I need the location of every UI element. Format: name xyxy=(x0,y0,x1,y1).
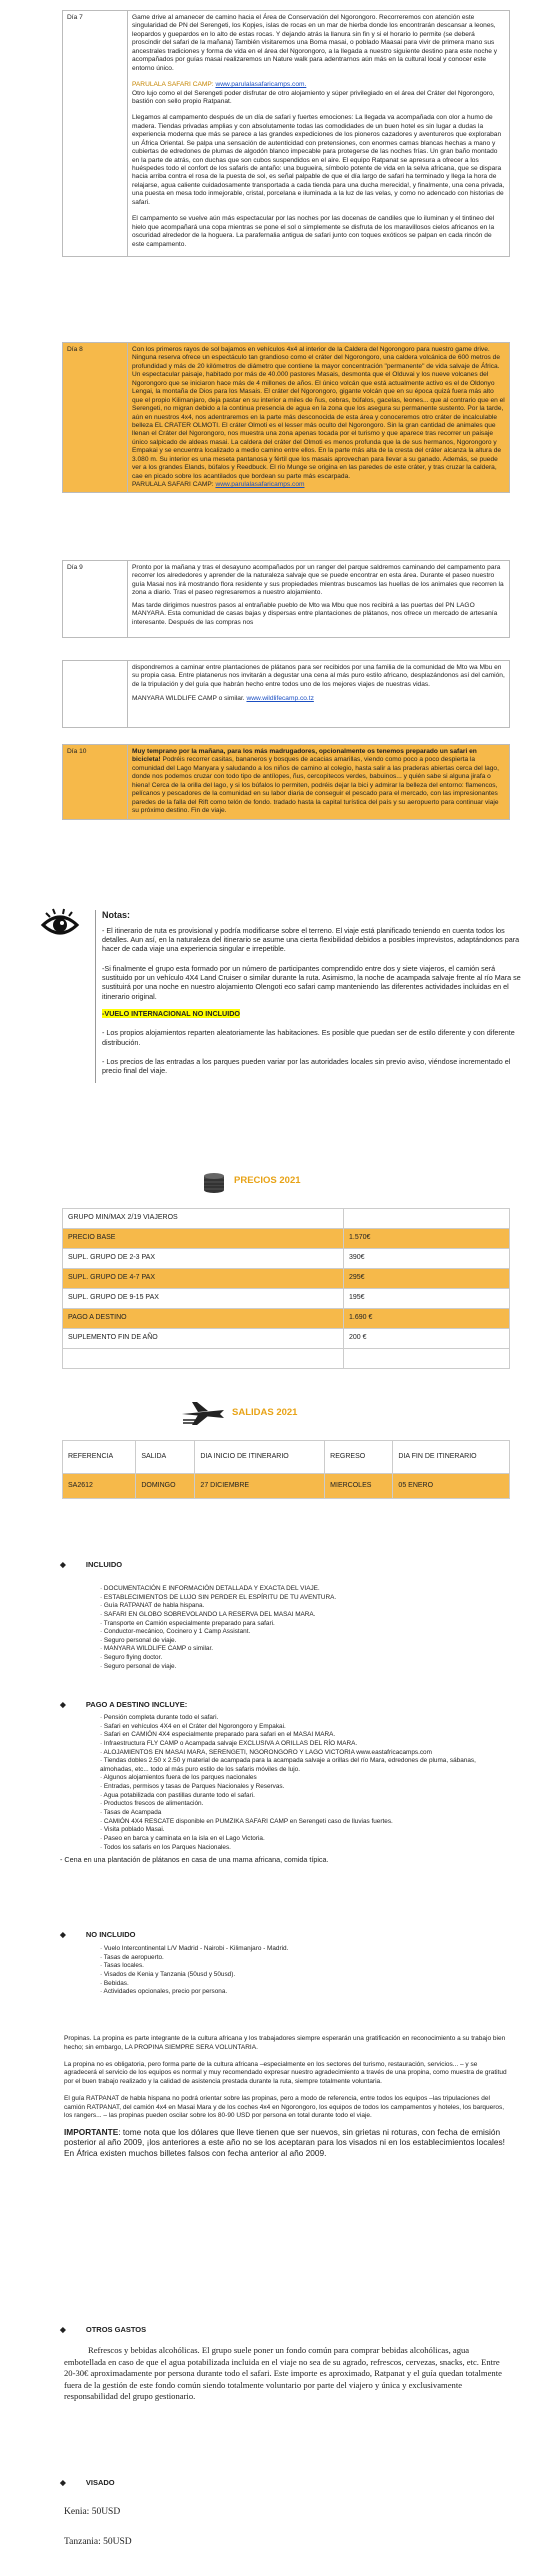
tips-paragraph: El guía RATPANAT de habla hispana no podrá orientar sobre las propinas, pero a modo de referencia, entre todos los equipos –las tripulaciones del camión RATPANAT, del camión 4x4 en Masai Mara y de los coches 4x4 en Ngorongoro, los equipos de todos los campamentos y hoteles, los barqueros, los rangers... – las propinas pueden oscilar sobre los 80-90 USD por persona en total durante todo el viaje. xyxy=(64,2094,505,2120)
list-item: · Seguro flying doctor. xyxy=(100,1654,163,1662)
not-included-list xyxy=(100,1945,510,1997)
list-item: · Entradas, permisos y tasas de Parques Nacionales y Reservas. xyxy=(100,1783,285,1791)
price-value: 200 € xyxy=(344,1329,510,1349)
prices-heading xyxy=(200,1168,301,1194)
list-item: · CAMIÓN 4X4 RESCATE disponible en PUMZIKA SAFARI CAMP en Serengeti caso de lluvias fuertes. xyxy=(100,1817,393,1825)
table-cell: SA2612 xyxy=(63,1474,136,1499)
day-description xyxy=(128,661,510,728)
paragraph: El campamento se vuelve aún más espectacular por las noches por las docenas de candiles que lo iluminan y el tintineo del hielo que acompañará una copa mientras se pone el sol o simplemente se disfruta de los maravillosos cielos africanos en la oscuridad alrededor de la hoguera. La parafernalia antigua de safari junto con toques exóticos se palpan en cada rincón de este campamento. xyxy=(132,215,495,248)
prices-title: PRECIOS 2021 xyxy=(234,1174,301,1186)
day-label: Día 9 xyxy=(63,561,128,638)
note-item: - El itinerario de ruta es provisional y podría modificarse sobre el terreno. El viaje está planificado teniendo en cuenta todos los detalles. Aun así, en la naturaleza del itinerario se asume una cierta flexibilidad debidos a posibles imprevistos, adaptándonos para hacer de cada viaje una experiencia singular e irrepetible. xyxy=(102,925,520,954)
bike-safari-lead: Muy temprano por la mañana, para los más madrugadores, opcionalmente os tenemos preparado un safari en bicicleta! xyxy=(132,748,477,764)
list-item: · Agua potabilizada con pastillas durante todo el safari. xyxy=(100,1791,255,1799)
camp-name: MANYARA WILDLIFE CAMP o similar. xyxy=(132,695,245,703)
day-label: Día 10 xyxy=(63,745,128,820)
price-row xyxy=(63,1229,510,1249)
important-label: IMPORTANTE xyxy=(64,2127,119,2138)
camp-link[interactable]: www.parulalasafaricamps.com xyxy=(215,481,305,488)
price-row xyxy=(63,1289,510,1309)
list-item: · Paseo en barca y caminata en la isla en el Lago Victoria. xyxy=(100,1834,265,1842)
tips-paragraph: Propinas. La propina es parte integrante de la cultura africana y los trabajadores siempre esperarán una gratificación en reconocimiento a su trabajo bien hecho; sin embargo, LA PROPINA SIEMPRE SERA VOLUNTARIA. xyxy=(64,2035,506,2051)
price-value: 1.570€ xyxy=(344,1229,510,1249)
price-row xyxy=(63,1349,510,1369)
notes-section xyxy=(95,910,522,1083)
day-label: Día 7 xyxy=(63,11,128,257)
coins-icon xyxy=(200,1168,228,1194)
list-item: · Algunos alojamientos fuera de los parques nacionales xyxy=(100,1774,257,1782)
price-value xyxy=(344,1209,510,1229)
paragraph: Game drive al amanecer de camino hacia el Área de Conservación del Ngorongoro. Recorreremos con atención este singularidad de PN del Serengeti, los Kopjes, islas de rocas en un mar de hierba donde los encontrarán descansar a leones, leopardos y guepardos en lo alto de estas rocas. Y dejando atrás la llanura sin fin y si el horario lo permite (se deberá proscindir del safari de la mañana) También visitaremos una Boma masai, o poblado Maasai para vivir de primera mano sus ancestrales tradiciones y forma de vida en el área del Ngorongoro, a la llegada a nuestro siguiente destino para este noche y acompañados por guías masai realizaremos un Nature walk para adentrarnos aún más en la cultural local y conocer este entorno único. xyxy=(132,14,498,72)
price-label: GRUPO MIN/MAX 2/19 VIAJEROS xyxy=(63,1209,344,1229)
column-header: DIA INICIO DE ITINERARIO xyxy=(195,1441,325,1474)
price-row xyxy=(63,1269,510,1289)
list-item: · Guía RATPANAT de habla hispana. xyxy=(100,1602,205,1610)
paragraph: Otro lujo como el del Serengeti poder disfrutar de otro alojamiento y súper privilegiado en el área del Cráter del Ngorongoro, bastión con sello propio Ratpanat. xyxy=(132,89,495,105)
list-item: · Tasas locales. xyxy=(100,1962,144,1970)
list-item: · Vuelo Intercontinental L/V Madrid - Nairobi - Kilimanjaro - Madrid. xyxy=(100,1945,289,1952)
itinerary-day-9-cont xyxy=(62,660,510,728)
price-label xyxy=(63,1349,344,1369)
price-label: SUPL. GRUPO DE 2-3 PAX xyxy=(63,1249,344,1269)
list-item: · Infraestructura FLY CAMP o Acampada salvaje EXCLUSIVA A ORILLAS DEL RÍO MARA. xyxy=(100,1739,358,1747)
list-item: · Tasas de aeropuerto. xyxy=(100,1953,164,1961)
list-item: · DOCUMENTACIÓN E INFORMACIÓN DETALLADA Y EXACTA DEL VIAJE. xyxy=(100,1585,320,1592)
itinerary-day-10 xyxy=(62,744,510,820)
price-value xyxy=(344,1349,510,1369)
paragraph: Mas tarde dirigimos nuestros pasos al entrañable pueblo de Mto wa Mbu que nos recibirá a las puertas del PN LAGO MANYARA. Esta comunidad de casas bajas y dispersas entre plantaciones de plátanos, nos ofrece un mercado de artesanía interesante. Después de las compras nos xyxy=(132,601,498,626)
list-item: · Transporte en Camión especialmente preparado para safari. xyxy=(100,1619,275,1627)
paragraph: Con los primeros rayos de sol bajamos en vehículos 4x4 al interior de la Caldera del Ngorongoro para nuestro game drive. Ninguna reserva ofrece un espectáculo tan grandioso como el cráter del Ngorongoro, una caldera volcánica de 600 metros de profundidad y más de 20 kilómetros de diámetro que contiene la mayor concentración "permanente" de vida salvaje de África. Un espectacular paisaje, habitado por más de 40.000 pastores Masais, desmonta que el Olduvai y los nueve volcanes del Ngorongoro que se iniciaron hace más de 4 millones de años. El único volcán que está actualmente activo es el de Oldonyo Lengai, la montaña de Dios para los Masais. El cráter del Ngorongoro, gigante volcán que en su época quizá fuera más alto que el propio Kilimanjaro, deja pastar en su interior a miles de ñus, cebras, búfalos, gacelas, leones... que al contrario que en el Serengeti, no migran debido a la continua presencia de agua en la zona que los asegura su permanente sustento. Por la tarde, aún en nuestros 4x4, nos adentraremos en la parte más desconocida de esta área y conoceremos otro cráter de incalculable belleza EL CRATER OLMOTI. El cráter Olmoti es el lesser más oculto del Ngorongoro. Sin la gran cantidad de animales que llenan el Cráter del Ngorongoro, nos muestra una zona apenas tocada por el turismo y que aparece tras recorrer un paisaje único salpicado de aldeas masai. La caldera del cráter del Olmoti es menos profunda que la de sus hermanos, Ngorongoro y Empakai y se encuentra localizado a medio camino entre ellos. En la parte más alta de la cresta del cráter alcanza la altura de 3.080 m. Su interior es una meseta pantanosa y fértil que los masais aprovechan para llevar a su ganado. Además, se puede ver a los grandes Elands, búfalos y Reedbuck. El río Munge se origina en las paredes de este cráter, y tras cruzar la caldera, cae en picado sobre los acantilados que bordean su parte más escarpada. xyxy=(132,346,505,480)
table-cell: DOMINGO xyxy=(136,1474,195,1499)
list-item: · Safari en vehículos 4X4 en el Cráter del Ngorongoro y Empakai. xyxy=(100,1722,286,1730)
price-value: 295€ xyxy=(344,1269,510,1289)
important-text: : tome nota que los dólares que lleve tienen que ser nuevos, sin grietas ni roturas, con fecha de emisión posterior al año 2009, ¡los anteriores a este año no se los aceptaran para los visados ni en los establecimientos locales! En África existen muchos billetes falsos con fecha anterior al año 2009. xyxy=(64,2127,505,2158)
table-cell: 27 DICIEMBRE xyxy=(195,1474,325,1499)
camp-name: PARULALA SAFARI CAMP: xyxy=(132,481,214,488)
price-value: 1.690 € xyxy=(344,1309,510,1329)
visa-tanzania: Tanzania: 50USD xyxy=(64,2537,132,2547)
price-label: SUPL. GRUPO DE 9-15 PAX xyxy=(63,1289,344,1309)
day-description xyxy=(128,561,510,638)
departures-title: SALIDAS 2021 xyxy=(232,1406,298,1418)
list-item: · Tiendas dobles 2.50 x 2.50 y material de acampada para la acampada salvaje a orillas del río Mara, edredones de pluma, sábanas, almohadas, etc... todo al más puro estilo de los safaris móviles de lujo. xyxy=(100,1757,476,1773)
day-description xyxy=(128,745,510,820)
list-item: · Conductor-mecánico, Cocinero y 1 Camp Assistant. xyxy=(100,1628,251,1636)
price-label: PAGO A DESTINO xyxy=(63,1309,344,1329)
camp-link[interactable]: www.wildlifecamp.co.tz xyxy=(246,695,314,703)
list-item: · Visados de Kenia y Tanzania (50usd y 50usd). xyxy=(100,1970,236,1978)
table-cell: 05 ENERO xyxy=(393,1474,510,1499)
list-item: · Visita poblado Masai. xyxy=(100,1826,165,1834)
paragraph: dispondremos a caminar entre plantaciones de plátanos para ser recibidos por una familia de la comunidad de Mto wa Mbu en su propia casa. Entre platanerus nos invitarán a degustar una cena al más puro estilo africano, desplazándonos así del camión, de la tripulación y del guía que habrán hecho entre todos uno de los mejores viajes de nuestras vidas. xyxy=(132,664,505,688)
list-item: · ESTABLECIMIENTOS DE LUJO SIN PERDER EL ESPÍRITU DE TU AVENTURA. xyxy=(100,1593,337,1601)
flight-note: -VUELO INTERNACIONAL NO INCLUIDO xyxy=(102,1009,241,1019)
day-description xyxy=(128,11,510,257)
note-item: - Los propios alojamientos reparten aleatoriamente las habitaciones. Es posible que puedan ser de estilo diferente y con diferente distribución. xyxy=(102,1028,515,1047)
table-cell: MIERCOLES xyxy=(325,1474,393,1499)
paragraph: Podréis recorrer casitas, bananeros y bosques de acacias amarillas, viendo como poco a poco despierta la comunidad del Lago Manyara y saludando a los niños de camino al colegio, hasta salir a las praderas abiertas cerca del lago, donde nos podemos cruzar con todo tipo de antílopes, ñus, cercopitecos verdes, babuinos... y quién sabe si alguna jirafa o hiena! Cerca de la orilla del lago, y si los búfalos lo permiten, podréis dejar la bici y admirar la belleza del entorno: flamencos, pelícanos y pescadores de la comunidad en su labor diaria de conseguir el pescado para el mercado, con las impresionantes paredes de la falla del Rift como telón de fondo. tradado hasta la capital turística del país y su aeropuerto para continuar viaje su próximo destino. Fin de viaje. xyxy=(132,756,499,815)
itinerary-day-8 xyxy=(62,342,510,493)
other-costs-text: Refrescos y bebidas alcohólicas. El grupo suele poner un fondo común para comprar bebidas alcohólicas, agua embotellada en caso de que el agua potabilizada incluida en el viaje no sea de su agrado, refrescos, cervezas, snacks, etc. Entre 20-30€ aproximadamente por persona durante todo el safari. Este importe es aproximado, Ratpanat y el guía quedan totalmente fuera de la gestión de este fondo común siendo totalmente voluntario por parte del viajero y única y exclusivamente responsabilidad del grupo gestionario. xyxy=(64,2345,502,2402)
included-heading: ◆ INCLUIDO xyxy=(60,1560,123,1569)
eye-icon xyxy=(40,905,80,945)
paragraph: Pronto por la mañana y tras el desayuno acompañados por un ranger del parque saldremos caminando del campamento para recorrer los alrededores y aprender de la naturaleza salvaje que se puede encontrar en esta área. Durante el paseo nuestro guía Masai nos irá mostrando flora residente y sus propiedades mientras buscamos las huellas de los animales que recorren la zona a diario. Tras el paseo regresaremos a nuestro alojamiento. xyxy=(132,564,504,597)
day-label: Día 8 xyxy=(63,343,128,493)
visa-heading: ◆ VISADO xyxy=(60,2478,115,2487)
list-item: · Seguro personal de viaje. xyxy=(100,1636,177,1644)
tips-paragraph: La propina no es obligatoria, pero forma parte de la cultura africana –especialmente en los sectores del turismo, restauración, servicios... – y se agradecerá el servicio de los equipos es normal y muy recomendado expresar nuestro agradecimiento a través de una propina, como muestra de gratitud por el buen trabajo realizado y la calidad de asistencia prestada durante la ruta, siempre totalmente voluntaria. xyxy=(64,2060,507,2086)
tips-section xyxy=(64,2035,512,2162)
price-row xyxy=(63,1309,510,1329)
list-item: · Todos los safaris en los Parques Nacionales. xyxy=(100,1843,231,1851)
list-item: · Bebidas. xyxy=(100,1979,129,1987)
airplane-icon xyxy=(180,1400,226,1426)
price-value: 195€ xyxy=(344,1289,510,1309)
notes-title: Notas: xyxy=(102,910,131,920)
departures-heading xyxy=(180,1400,297,1426)
price-label: PRECIO BASE xyxy=(63,1229,344,1249)
price-row xyxy=(63,1249,510,1269)
price-label: SUPL. GRUPO DE 4-7 PAX xyxy=(63,1269,344,1289)
column-header: DIA FIN DE ITINERARIO xyxy=(393,1441,510,1474)
camp-link[interactable]: www.parulalasafaricamps.com. xyxy=(215,81,307,89)
note-item: -Si finalmente el grupo esta formado por un número de participantes comprendido entre dos y siete viajeros, el camión será sustituido por un vehículo 4X4 Land Cruiser o similar durante la ruta. Asimismo, la noche de acampada salvaje frente al río Mara se sustituirá por una noche en nuestro alojamiento Olengoti eco safari camp manteniendo las diferentes actividades incluidas en el itinerario original. xyxy=(102,963,521,1001)
included-list xyxy=(100,1585,510,1671)
day-description xyxy=(128,343,510,493)
not-included-heading: ◆ NO INCLUIDO xyxy=(60,1930,136,1939)
list-item: · Pensión completa durante todo el safari. xyxy=(100,1714,219,1721)
pago-destino-list xyxy=(60,1714,510,1865)
visa-kenia: Kenia: 50USD xyxy=(64,2507,121,2517)
list-item: · Seguro personal de viaje. xyxy=(100,1662,177,1670)
itinerary-day-9 xyxy=(62,560,510,638)
column-header: REGRESO xyxy=(325,1441,393,1474)
price-row xyxy=(63,1209,510,1229)
paragraph: Llegamos al campamento después de un día de safari y fuertes emociones: La llegada va acompañada con olor a humo de madera. Tiendas privadas amplias y con absolutamente todas las comodidades de un buen hotel es sin lugar a dudas la experiencia moderna que más se parece a las grandes expediciones de los pioneros cazadores y aventureros que exploraban un África Oriental. Se palpa una sensación de autenticidad con pretensiones, con enormes camas blancas hechas a mano y cubiertas de edredones de plumas de algodón blanco impecable para protegerse de las noches frías. Un gran baño montado en la parte de atrás, con duchas que son cubos suspendidos en el aire. El equipo Ratpanat se apresura a ofrecer a los huéspedes todo el confort de los safaris de antaño: una bugueira, símbolo potente de vida en la selva africana, que se dispara hacia arriba contra el rosa de la puesta de sol, es señal palpable de que el día largo de safari ha terminado y llega la hora de relajarse, agua caliente cuidadosamente transportada a cada tienda para una ducha merecida!, y finalmente, una cena privada, una puesta en mesa todo inmejorable, cristal, porcelana e iluminada a la luz de las velas, y como no adencado con historias de safari. xyxy=(132,114,505,206)
list-item: - Cena en una plantación de plátanos en casa de una mama africana, comida típica. xyxy=(60,1855,329,1865)
departures-table xyxy=(62,1440,510,1499)
column-header: REFERENCIA xyxy=(63,1441,136,1474)
camp-name: PARULALA SAFARI CAMP: xyxy=(132,81,214,89)
other-costs-heading: ◆ OTROS GASTOS xyxy=(60,2325,147,2334)
itinerary-day-7 xyxy=(62,10,510,257)
day-label xyxy=(63,661,128,728)
list-item: · Productos frescos de alimentación. xyxy=(100,1800,204,1808)
list-item: · SAFARI EN GLOBO SOBREVOLANDO LA RESERVA DEL MASAI MARA. xyxy=(100,1610,316,1618)
column-header: SALIDA xyxy=(136,1441,195,1474)
list-item: · ALOJAMIENTOS EN MASAI MARA, SERENGETI, NGORONGORO Y LAGO VICTORIA www.eastafricacamps.com xyxy=(100,1748,432,1756)
note-item: - Los precios de las entradas a los parques pueden variar por las autoridades locales sin previo aviso, viéndose incrementado el precio final del viaje. xyxy=(102,1057,511,1076)
list-item: · Tasas de Acampada xyxy=(100,1809,162,1817)
price-label: SUPLEMENTO FIN DE AÑO xyxy=(63,1329,344,1349)
list-item: · Actividades opcionales, precio por persona. xyxy=(100,1988,228,1996)
pago-destino-heading: ◆ PAGO A DESTINO INCLUYE: xyxy=(60,1700,188,1709)
price-row xyxy=(63,1329,510,1349)
list-item: · Safari en CAMIÓN 4X4 especialmente preparado para safari en el MASAI MARA. xyxy=(100,1731,336,1739)
list-item: · MANYARA WILDLIFE CAMP o similar. xyxy=(100,1645,214,1653)
prices-table xyxy=(62,1208,510,1369)
price-value: 390€ xyxy=(344,1249,510,1269)
